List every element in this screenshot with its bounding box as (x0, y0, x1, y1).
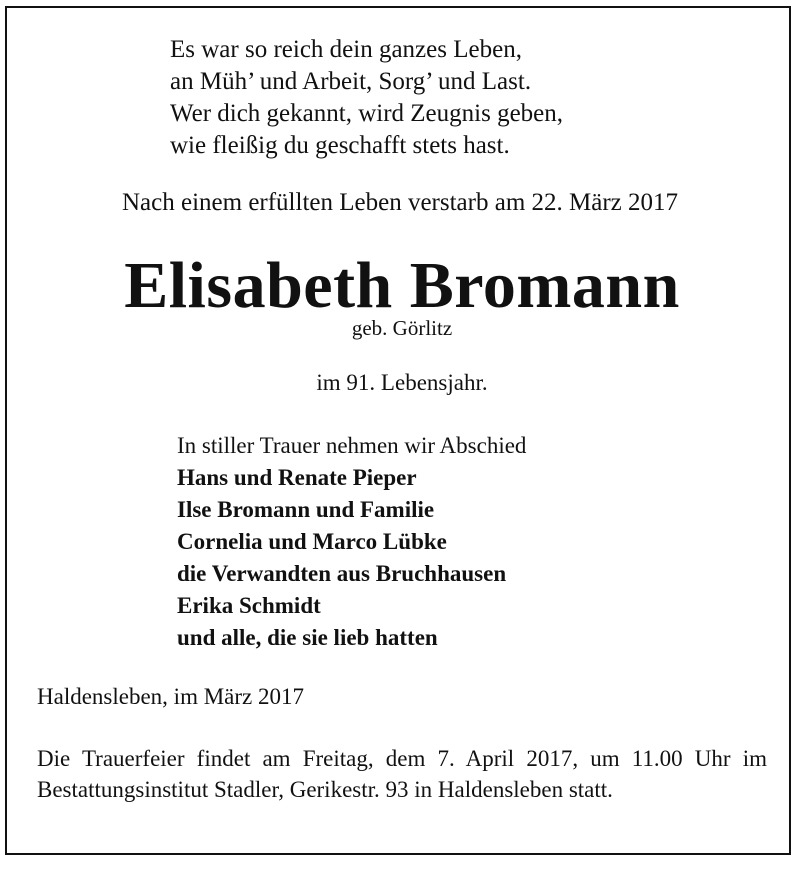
death-announcement: Nach einem erfüllten Leben verstarb am 22. März 2017 (121, 189, 679, 216)
mourners-block (177, 430, 526, 654)
obituary-frame (5, 6, 791, 855)
mourner-name: Ilse Bromann und Familie (177, 497, 435, 522)
poem-line: Wer dich gekannt, wird Zeugnis geben, (170, 100, 564, 127)
mourners-heading: In stiller Trauer nehmen wir Abschied (177, 433, 527, 458)
poem-line: Es war so reich dein ganzes Leben, (170, 36, 522, 63)
mourner-name: Erika Schmidt (177, 593, 321, 618)
mourner-name: und alle, die sie lieb hatten (177, 625, 438, 650)
deceased-name: Elisabeth Bromann (124, 249, 680, 322)
mourner-name: die Verwandten aus Bruchhausen (177, 561, 507, 586)
mourners-list (177, 462, 526, 654)
poem-line: an Müh’ und Arbeit, Sorg’ und Last. (170, 68, 532, 95)
mourner-name: Cornelia und Marco Lübke (177, 529, 447, 554)
poem-line: wie fleißig du geschafft stets hast. (170, 132, 510, 159)
mourner-name: Hans und Renate Pieper (177, 465, 417, 490)
funeral-notice: Die Trauerfeier findet am Freitag, dem 7. April 2017, um 11.00 Uhr im Bestattungsinstitut Stadler, Gerikestr. 93 in Haldensleben statt. (37, 746, 767, 802)
place-and-date: Haldensleben, im März 2017 (37, 684, 304, 709)
age-at-death: im 91. Lebensjahr. (316, 370, 488, 395)
memorial-poem (170, 34, 563, 162)
birth-name: geb. Görlitz (351, 316, 453, 340)
